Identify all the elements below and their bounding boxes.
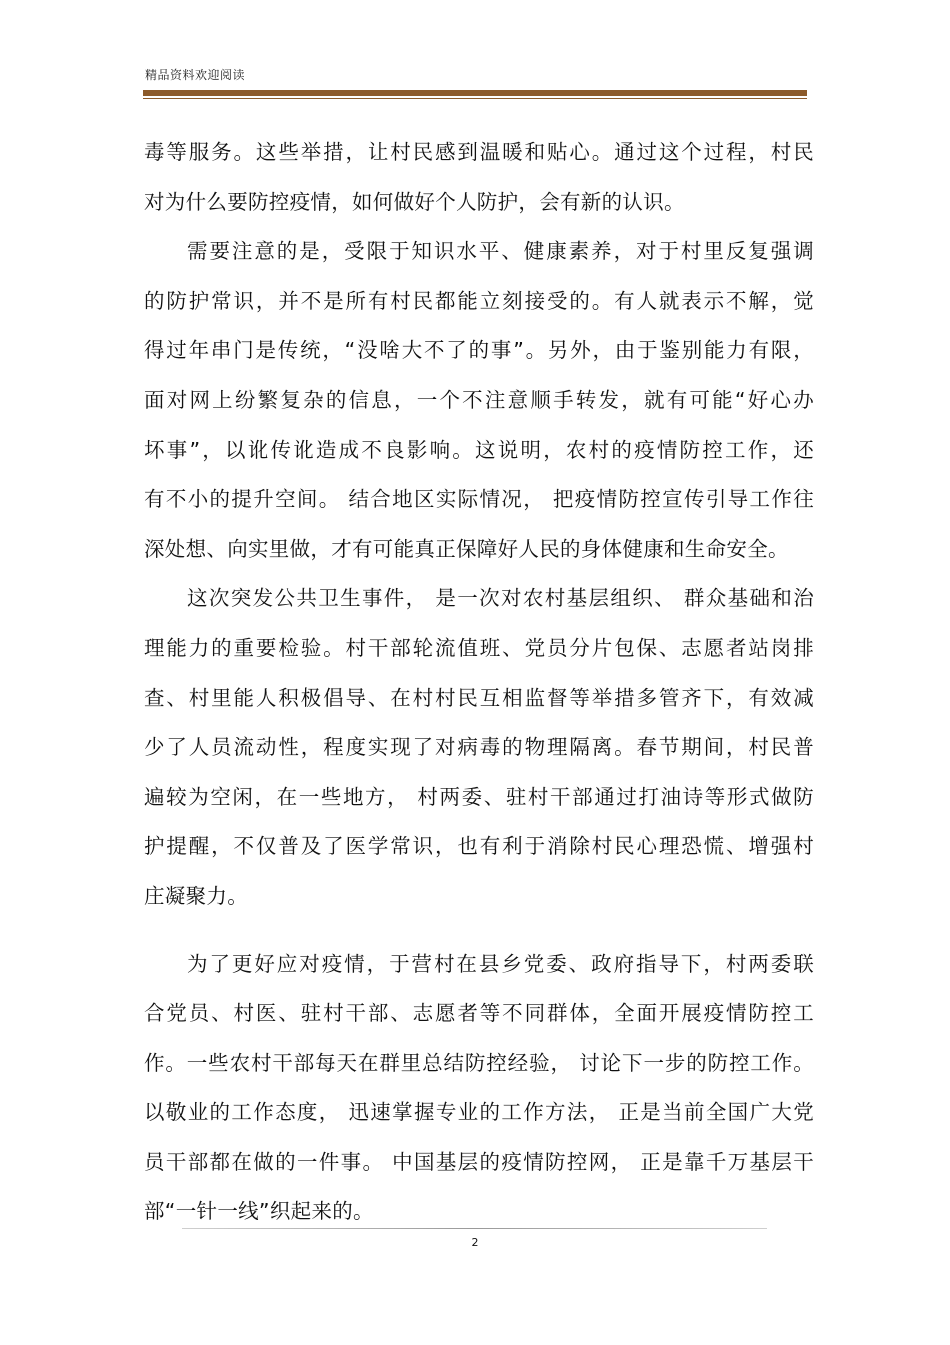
text-line: 护提醒，不仅普及了医学常识，也有利于消除村民心理恐慌、增强村	[144, 834, 814, 859]
text-line: 以敬业的工作态度， 迅速掌握专业的工作方法， 正是当前全国广大党	[144, 1100, 814, 1125]
text-line: 合党员、村医、驻村干部、志愿者等不同群体，全面开展疫情防控工	[144, 1001, 814, 1026]
text-line: 遍较为空闲，在一些地方， 村两委、驻村干部通过打油诗等形式做防	[144, 784, 814, 809]
text-line: 坏事”，以讹传讹造成不良影响。这说明，农村的疫情防控工作，还	[144, 437, 814, 462]
text-line: 少了人员流动性，程度实现了对病毒的物理隔离。春节期间，村民普	[144, 735, 814, 760]
text-line: 这次突发公共卫生事件， 是一次对农村基层组织、 群众基础和治	[187, 586, 814, 611]
header-text: 精品资料欢迎阅读	[145, 68, 246, 82]
text-line: 部“一针一线”织起来的。	[144, 1199, 374, 1224]
paragraph-gap	[144, 922, 814, 940]
text-line: 员干部都在做的一件事。 中国基层的疫情防控网， 正是靠千万基层干	[144, 1149, 814, 1174]
text-line: 的防护常识，并不是所有村民都能立刻接受的。有人就表示不解，觉	[144, 288, 814, 313]
text-line: 深处想、向实里做，才有可能真正保障好人民的身体健康和生命安全。	[144, 536, 789, 561]
text-line: 毒等服务。这些举措，让村民感到温暖和贴心。通过这个过程，村民	[144, 140, 814, 164]
header-rule-thick	[143, 90, 807, 96]
text-line: 有不小的提升空间。 结合地区实际情况， 把疫情防控宣传引导工作往	[144, 487, 814, 512]
text-line: 理能力的重要检验。村干部轮流值班、党员分片包保、志愿者站岗排	[144, 635, 814, 660]
footer-rule	[182, 1228, 767, 1229]
header-rule-thin	[143, 98, 807, 99]
text-line: 需要注意的是，受限于知识水平、健康素养，对于村里反复强调	[187, 239, 814, 264]
text-line: 得过年串门是传统，“没啥大不了的事”。另外，由于鉴别能力有限，	[144, 338, 814, 363]
text-line: 对为什么要防控疫情，如何做好个人防护，会有新的认识。	[144, 189, 685, 214]
text-line: 作。一些农村干部每天在群里总结防控经验， 讨论下一步的防控工作。	[144, 1050, 814, 1075]
body-text	[144, 128, 814, 1237]
text-line: 为了更好应对疫情，于营村在县乡党委、政府指导下，村两委联	[187, 951, 814, 976]
text-line: 查、村里能人积极倡导、在村村民互相监督等举措多管齐下，有效减	[144, 685, 814, 710]
page-number: 2	[471, 1236, 479, 1249]
text-line: 面对网上纷繁复杂的信息，一个不注意顺手转发，就有可能“好心办	[144, 387, 814, 412]
text-line: 庄凝聚力。	[144, 883, 248, 908]
